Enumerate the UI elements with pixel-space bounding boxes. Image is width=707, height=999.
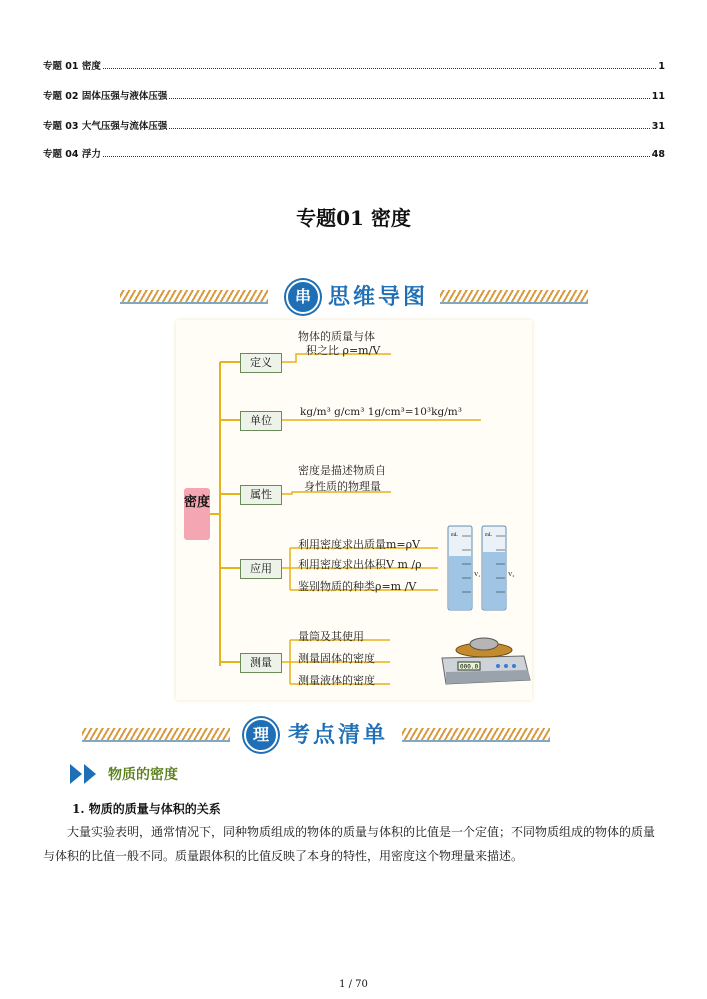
branch-application: 应用	[240, 559, 282, 579]
toc-entry-page: 1	[658, 61, 665, 72]
cylinder-unit-label: mL	[451, 533, 458, 538]
banner-stripe-left	[120, 290, 268, 304]
toc-entry[interactable]	[43, 118, 665, 132]
mindmap-figure	[176, 320, 532, 700]
branch-unit: 单位	[240, 411, 282, 431]
measurement-line: 量筒及其使用	[298, 630, 364, 643]
section-heading-text: 物质的密度	[108, 767, 178, 783]
property-line: 密度是描述物质自	[298, 464, 386, 477]
toc-entry-page: 48	[651, 149, 665, 160]
property-line: 身性质的物理量	[304, 480, 381, 493]
mindmap-root: 密度	[184, 488, 210, 540]
banner-title: 考点清单	[288, 722, 389, 748]
toc-entry-label: 专题 01 密度	[43, 61, 101, 72]
toc-entry-page: 31	[651, 121, 665, 132]
banner-title: 思维导图	[328, 284, 429, 310]
definition-line: 物体的质量与体	[298, 330, 375, 343]
graduated-cylinders-illustration	[444, 522, 524, 614]
toc-entry-page: 11	[651, 91, 665, 102]
banner-stripe-left	[82, 728, 230, 742]
toc-entry[interactable]	[43, 146, 665, 160]
application-line: 利用密度求出体积V m /ρ	[298, 558, 422, 571]
application-line: 鉴别物质的种类ρ=m /V	[298, 580, 417, 593]
checklist-banner	[120, 718, 588, 750]
cylinder-volume-label: V₂	[508, 572, 515, 578]
section-heading	[68, 764, 178, 784]
definition-line: 积之比 ρ=m/V	[306, 344, 381, 357]
banner-icon: 串	[286, 280, 320, 314]
toc-entry[interactable]	[43, 88, 665, 102]
subheading: 1. 物质的质量与体积的关系	[72, 802, 221, 816]
double-chevron-icon	[68, 764, 102, 784]
toc-leader-dots	[169, 127, 649, 129]
body-paragraph: 大量实验表明，通常情况下，同种物质组成的物体的质量与体积的比值是一个定值；不同物质组成的物体的质量与体积的比值一般不同。质量跟体积的比值反映了本身的特性，用密度这个物理量来描述。	[43, 825, 656, 863]
cylinder-volume-label: V₁	[474, 572, 481, 578]
electronic-scale-illustration	[438, 628, 532, 690]
page-title: 专题01 密度	[296, 206, 411, 230]
toc-entry[interactable]	[43, 58, 665, 72]
unit-line: kg/m³ g/cm³ 1g/cm³=10³kg/m³	[300, 406, 462, 418]
measurement-line: 测量液体的密度	[298, 674, 375, 687]
toc-entry-label: 专题 03 大气压强与流体压强	[43, 121, 168, 132]
application-line: 利用密度求出质量m=ρV	[298, 538, 421, 551]
branch-property: 属性	[240, 485, 282, 505]
cylinder-unit-label: mL	[485, 533, 492, 538]
banner-stripe-right	[402, 728, 550, 742]
scale-display-readout: 000.0	[460, 663, 479, 671]
banner-icon: 理	[244, 718, 278, 752]
mindmap-banner	[120, 280, 588, 312]
toc-leader-dots	[103, 155, 650, 157]
toc-leader-dots	[169, 97, 649, 99]
toc-leader-dots	[103, 67, 657, 69]
measurement-line: 测量固体的密度	[298, 652, 375, 665]
toc-entry-label: 专题 04 浮力	[43, 149, 101, 160]
banner-stripe-right	[440, 290, 588, 304]
branch-measurement: 测量	[240, 653, 282, 673]
toc-entry-label: 专题 02 固体压强与液体压强	[43, 91, 168, 102]
page-number: 1 / 70	[339, 979, 368, 990]
branch-definition: 定义	[240, 353, 282, 373]
